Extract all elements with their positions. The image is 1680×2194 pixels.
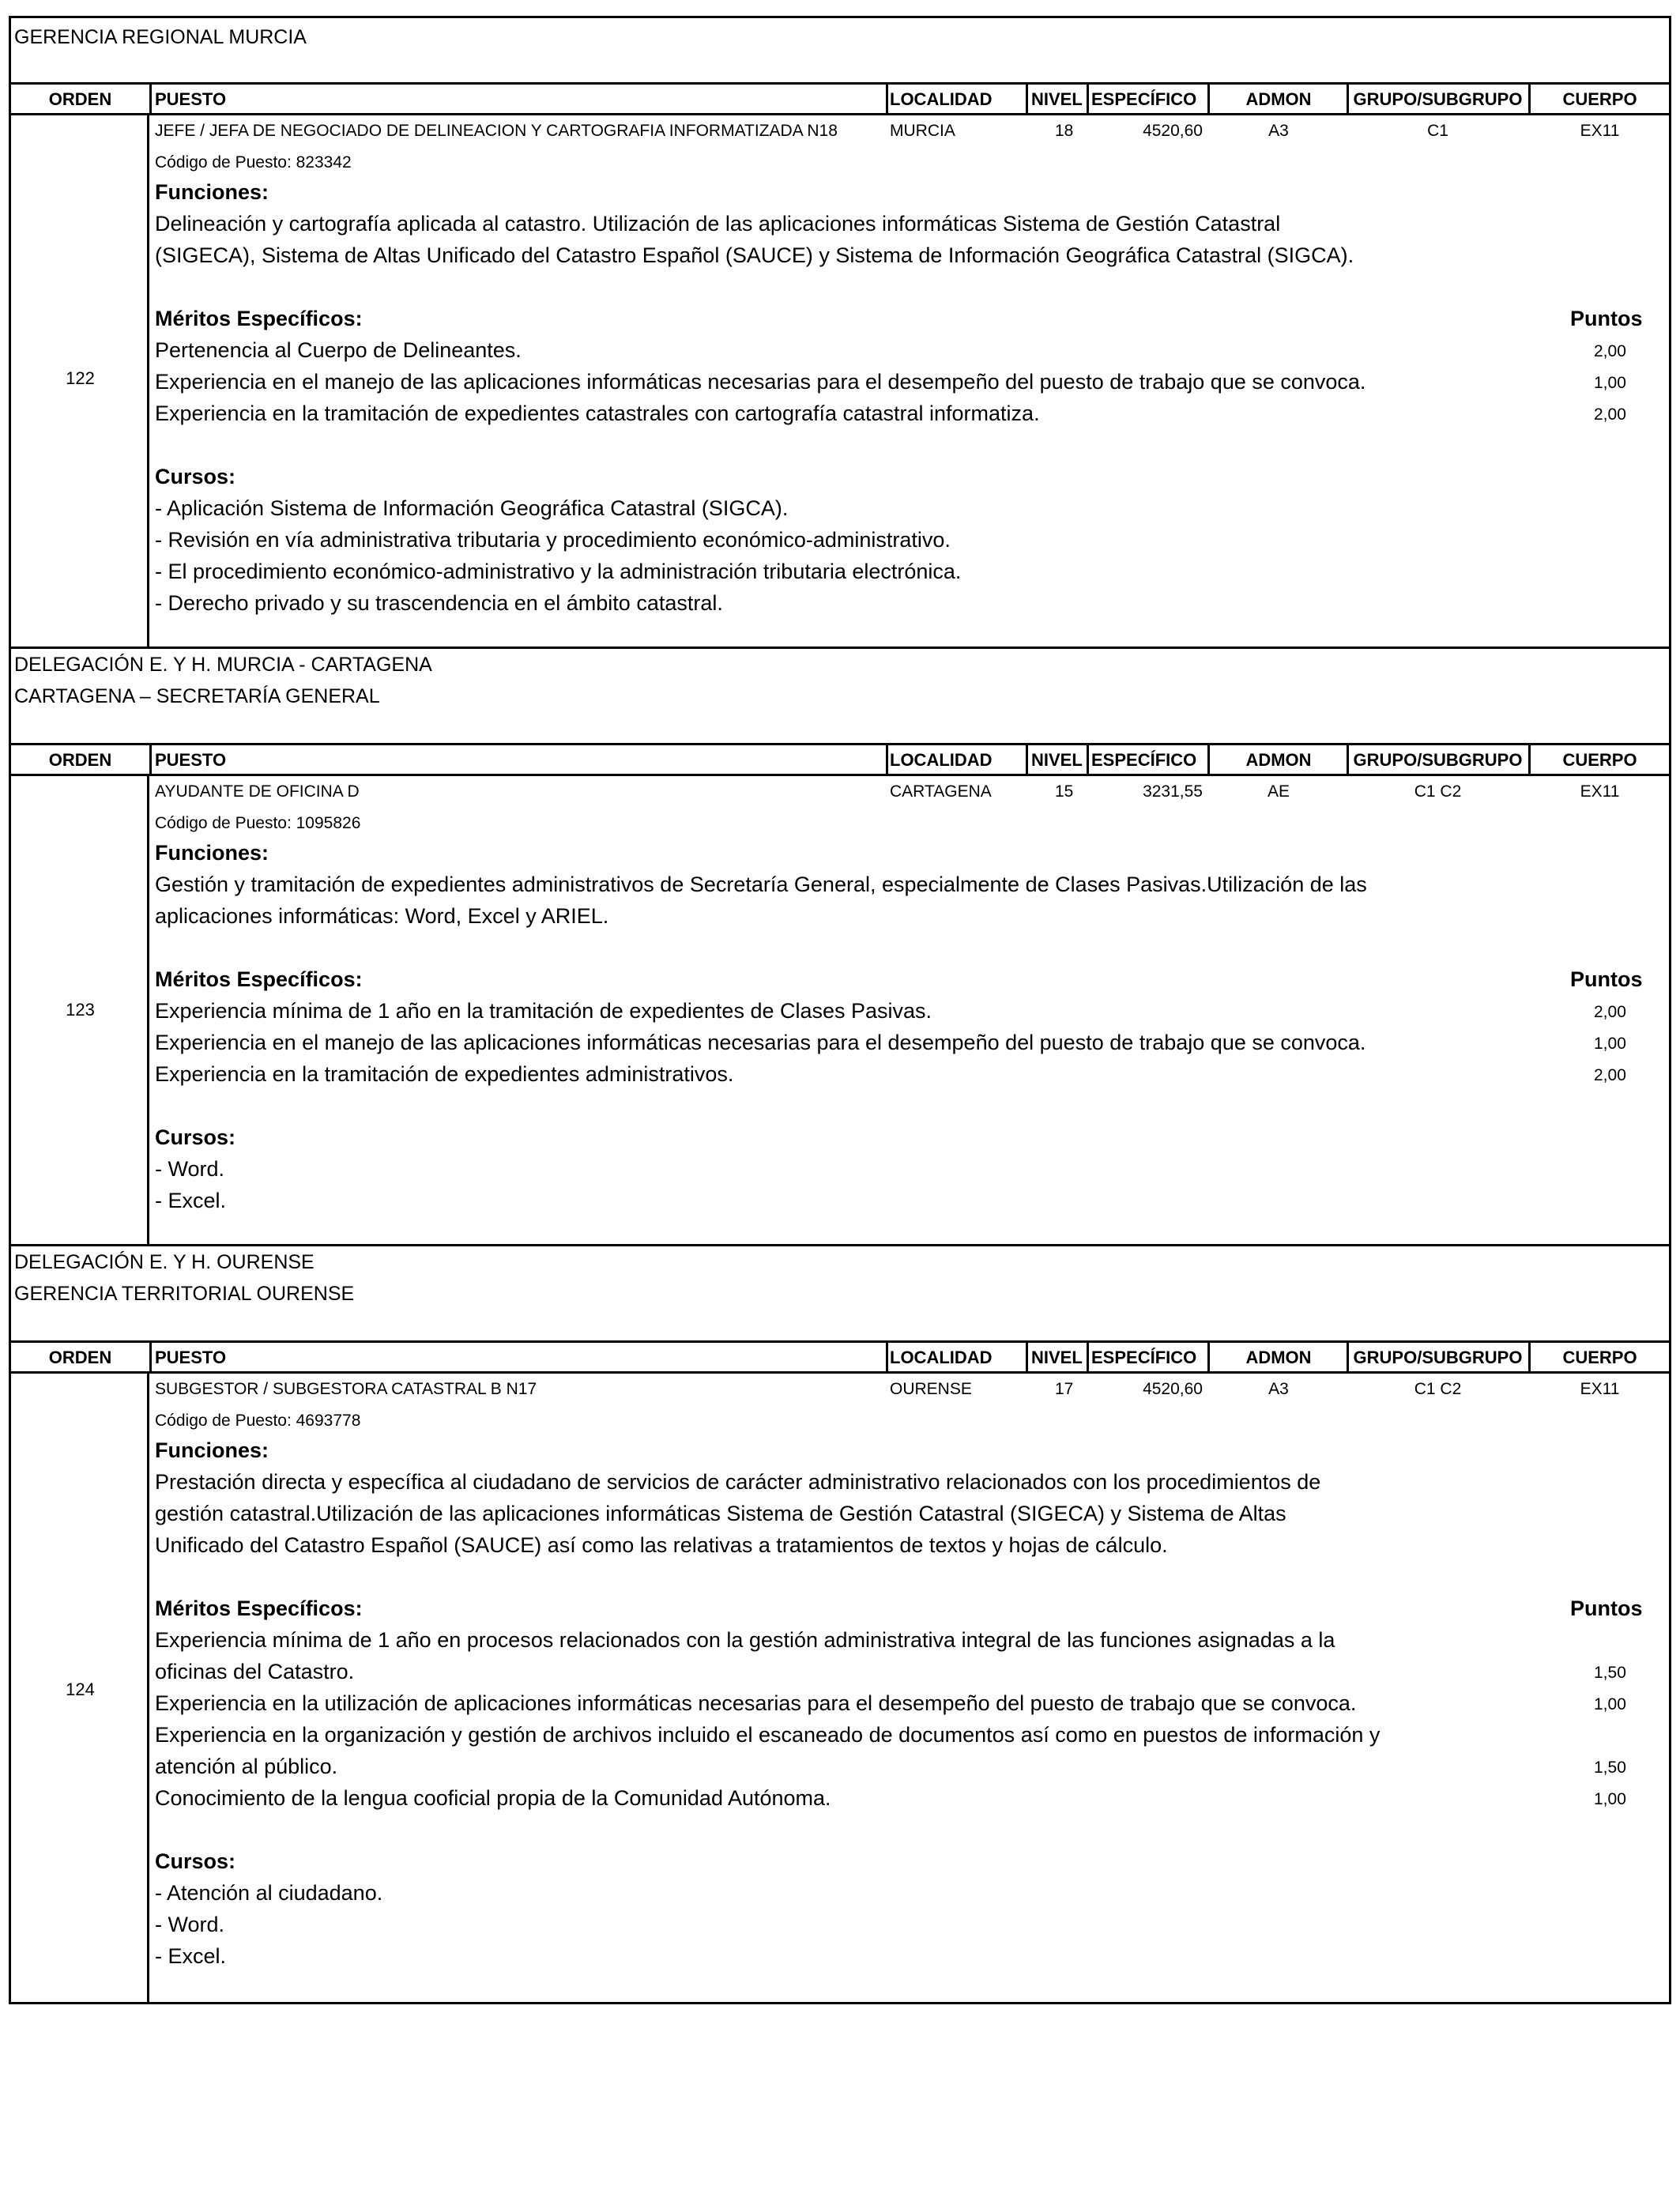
- col-localidad: LOCALIDAD: [890, 89, 993, 109]
- merito-line: Experiencia en la tramitación de expedientes catastrales con cartografía catastral informatiza.: [155, 401, 1040, 425]
- merito-line: oficinas del Catastro.: [155, 1660, 355, 1683]
- admon-value: AE: [1267, 782, 1290, 801]
- merito-line: Pertenencia al Cuerpo de Delineantes.: [155, 338, 522, 362]
- codigo-puesto: Código de Puesto: 4693778: [155, 1412, 361, 1430]
- nivel-value: 15: [1055, 782, 1074, 801]
- especifico-value: 4520,60: [1143, 1380, 1203, 1398]
- col-admon: ADMON: [1245, 750, 1312, 770]
- col-especifico: ESPECÍFICO: [1091, 1348, 1197, 1367]
- funciones-line: gestión catastral.Utilización de las aplicaciones informáticas Sistema de Gestión Catastral (SIGECA) y Sistema de Altas: [155, 1502, 1286, 1525]
- col-localidad: LOCALIDAD: [890, 1348, 993, 1367]
- merito-puntos: 2,00: [1594, 405, 1626, 424]
- localidad-value: CARTAGENA: [890, 782, 992, 801]
- funciones-line: aplicaciones informáticas: Word, Excel y ARIEL.: [155, 904, 609, 928]
- section-header: [11, 18, 1669, 82]
- curso-line: - Excel.: [155, 1944, 227, 1968]
- col-puesto: PUESTO: [155, 750, 227, 770]
- section-subtitle: GERENCIA TERRITORIAL OURENSE: [14, 1283, 355, 1305]
- position-body: [11, 776, 1669, 1245]
- merito-puntos: 1,00: [1594, 1035, 1626, 1053]
- grupo-value: C1: [1427, 122, 1448, 140]
- merito-puntos: 1,00: [1594, 374, 1626, 392]
- merito-puntos: 1,50: [1594, 1759, 1626, 1777]
- meritos-label: Méritos Específicos:: [155, 967, 363, 991]
- column-header-row: [11, 743, 1669, 776]
- orden-number: 122: [66, 368, 95, 388]
- col-localidad: LOCALIDAD: [890, 750, 993, 770]
- merito-line: Experiencia en la organización y gestión de archivos incluido el escaneado de documentos así como en puestos de información y: [155, 1723, 1381, 1747]
- merito-line: atención al público.: [155, 1755, 338, 1778]
- merito-puntos: 1,50: [1594, 1664, 1626, 1682]
- puntos-label: Puntos: [1570, 307, 1643, 330]
- section-gerencia-murcia: [9, 16, 1671, 647]
- funciones-line: Prestación directa y específica al ciudadano de servicios de carácter administrativo relacionados con los procedimientos de: [155, 1470, 1321, 1494]
- col-cuerpo: CUERPO: [1562, 89, 1637, 109]
- curso-line: - Aplicación Sistema de Información Geográfica Catastral (SIGCA).: [155, 496, 789, 520]
- col-cuerpo: CUERPO: [1562, 1348, 1637, 1367]
- nivel-value: 18: [1055, 122, 1074, 140]
- col-admon: ADMON: [1245, 89, 1312, 109]
- funciones-line: Delineación y cartografía aplicada al catastro. Utilización de las aplicaciones informáticas Sistema de Gestión Catastral: [155, 212, 1281, 236]
- merito-puntos: 1,00: [1594, 1695, 1626, 1713]
- col-grupo: GRUPO/SUBGRUPO: [1353, 750, 1523, 770]
- meritos-label: Méritos Específicos:: [155, 1596, 363, 1620]
- funciones-label: Funciones:: [155, 180, 269, 204]
- localidad-value: MURCIA: [890, 122, 955, 140]
- merito-line: Experiencia en la utilización de aplicaciones informáticas necesarias para el desempeño del puesto de trabajo que se convoca.: [155, 1691, 1357, 1715]
- funciones-label: Funciones:: [155, 1438, 269, 1462]
- col-orden: ORDEN: [48, 1348, 112, 1367]
- nivel-value: 17: [1055, 1380, 1074, 1398]
- cursos-label: Cursos:: [155, 1125, 236, 1149]
- col-nivel: NIVEL: [1031, 89, 1083, 109]
- merito-line: Experiencia en el manejo de las aplicaciones informáticas necesarias para el desempeño del puesto de trabajo que se convoca.: [155, 370, 1366, 394]
- funciones-line: Unificado del Catastro Español (SAUCE) así como las relativas a tratamientos de textos y hojas de cálculo.: [155, 1533, 1168, 1557]
- col-nivel: NIVEL: [1031, 750, 1083, 770]
- col-especifico: ESPECÍFICO: [1091, 89, 1197, 109]
- cursos-label: Cursos:: [155, 1849, 236, 1873]
- curso-line: - Word.: [155, 1913, 225, 1936]
- col-cuerpo: CUERPO: [1562, 750, 1637, 770]
- especifico-value: 3231,55: [1143, 782, 1203, 801]
- cursos-label: Cursos:: [155, 465, 236, 488]
- puesto-title: AYUDANTE DE OFICINA D: [155, 782, 360, 801]
- grupo-value: C1 C2: [1414, 1380, 1462, 1398]
- curso-line: - Excel.: [155, 1189, 227, 1212]
- section-header: [11, 649, 1669, 743]
- funciones-label: Funciones:: [155, 841, 269, 865]
- col-puesto: PUESTO: [155, 1348, 227, 1367]
- section-title: GERENCIA REGIONAL MURCIA: [14, 26, 307, 48]
- col-grupo: GRUPO/SUBGRUPO: [1353, 1348, 1523, 1367]
- codigo-puesto: Código de Puesto: 823342: [155, 153, 352, 172]
- puntos-label: Puntos: [1570, 1596, 1643, 1620]
- codigo-puesto: Código de Puesto: 1095826: [155, 814, 361, 832]
- meritos-label: Méritos Específicos:: [155, 307, 363, 330]
- section-ourense: [9, 1244, 1671, 2004]
- merito-puntos: 2,00: [1594, 342, 1626, 360]
- curso-line: - Derecho privado y su trascendencia en el ámbito catastral.: [155, 591, 723, 615]
- merito-puntos: 1,00: [1594, 1790, 1626, 1808]
- col-admon: ADMON: [1245, 1348, 1312, 1367]
- puesto-title: SUBGESTOR / SUBGESTORA CATASTRAL B N17: [155, 1380, 537, 1398]
- admon-value: A3: [1268, 122, 1289, 140]
- funciones-line: (SIGECA), Sistema de Altas Unificado del Catastro Español (SAUCE) y Sistema de Información Geográfica Catastral (SIGCA).: [155, 243, 1354, 267]
- col-orden: ORDEN: [48, 750, 112, 770]
- cuerpo-value: EX11: [1580, 122, 1620, 140]
- cuerpo-value: EX11: [1580, 782, 1620, 801]
- puesto-title: JEFE / JEFA DE NEGOCIADO DE DELINEACION Y CARTOGRAFIA INFORMATIZADA N18: [155, 122, 838, 140]
- puntos-label: Puntos: [1570, 967, 1643, 991]
- merito-puntos: 2,00: [1594, 1003, 1626, 1021]
- merito-line: Conocimiento de la lengua cooficial propia de la Comunidad Autónoma.: [155, 1786, 831, 1810]
- cuerpo-value: EX11: [1580, 1380, 1620, 1398]
- orden-number: 123: [66, 1000, 95, 1020]
- curso-line: - El procedimiento económico-administrativo y la administración tributaria electrónica.: [155, 560, 962, 583]
- merito-line: Experiencia mínima de 1 año en procesos relacionados con la gestión administrativa integral de las funciones asignadas a la: [155, 1628, 1335, 1652]
- col-orden: ORDEN: [48, 89, 112, 109]
- admon-value: A3: [1268, 1380, 1289, 1398]
- section-title: DELEGACIÓN E. Y H. MURCIA - CARTAGENA: [14, 654, 432, 676]
- merito-line: Experiencia mínima de 1 año en la tramitación de expedientes de Clases Pasivas.: [155, 999, 932, 1023]
- col-puesto: PUESTO: [155, 89, 227, 109]
- col-especifico: ESPECÍFICO: [1091, 750, 1197, 770]
- especifico-value: 4520,60: [1143, 122, 1203, 140]
- col-grupo: GRUPO/SUBGRUPO: [1353, 89, 1523, 109]
- curso-line: - Word.: [155, 1157, 225, 1181]
- column-header-row: [11, 82, 1669, 115]
- localidad-value: OURENSE: [890, 1380, 972, 1398]
- grupo-value: C1 C2: [1414, 782, 1462, 801]
- merito-line: Experiencia en la tramitación de expedientes administrativos.: [155, 1062, 734, 1086]
- orden-number: 124: [66, 1679, 95, 1699]
- column-header-row: [11, 1340, 1669, 1374]
- curso-line: - Atención al ciudadano.: [155, 1881, 383, 1905]
- position-body: [11, 1374, 1669, 2002]
- position-body: [11, 115, 1669, 647]
- section-subtitle: CARTAGENA – SECRETARÍA GENERAL: [14, 685, 380, 707]
- section-title: DELEGACIÓN E. Y H. OURENSE: [14, 1251, 315, 1273]
- section-header: [11, 1246, 1669, 1340]
- merito-puntos: 2,00: [1594, 1066, 1626, 1084]
- col-nivel: NIVEL: [1031, 1348, 1083, 1367]
- funciones-line: Gestión y tramitación de expedientes administrativos de Secretaría General, especialmente de Clases Pasivas.Utilización de las: [155, 873, 1367, 896]
- curso-line: - Revisión en vía administrativa tributaria y procedimiento económico-administrativo.: [155, 528, 951, 552]
- merito-line: Experiencia en el manejo de las aplicaciones informáticas necesarias para el desempeño del puesto de trabajo que se convoca.: [155, 1031, 1366, 1054]
- section-murcia-cartagena: [9, 647, 1671, 1245]
